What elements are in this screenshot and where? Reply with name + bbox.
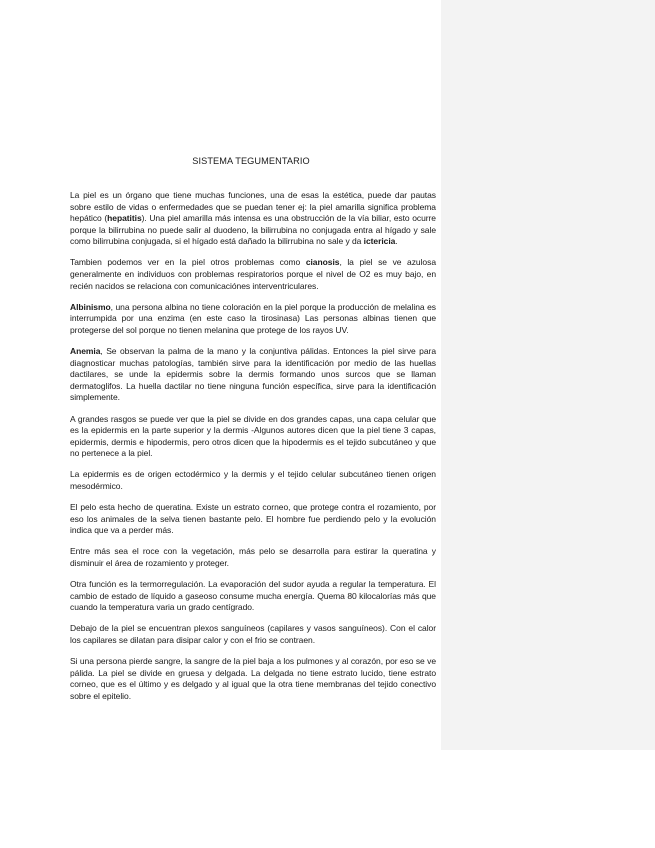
- text-run: Si una persona pierde sangre, la sangre de la piel baja a los pulmones y al corazón, por eso se ve pálida. La piel se divide en gruesa y delgada. La delgada no tiene estrato lucido, tiene estrato corneo, que es el último y es delgado y al igual que la otra tiene membranas del tejido conectivo sobre el epitelio.: [70, 656, 436, 701]
- term-albinismo: Albinismo: [70, 301, 111, 312]
- text-run: Tambien podemos ver en la piel otros problemas como: [70, 257, 306, 268]
- text-run: .: [395, 236, 398, 247]
- text-run: Otra función es la termorregulación. La evaporación del sudor ayuda a regular la temperatura. El cambio de estado de líquido a gaseoso consume mucha energía. Quema 80 kilocalorías más que cuando la temperatura varia un grado centígrado.: [70, 579, 436, 613]
- text-run: El pelo esta hecho de queratina. Existe un estrato corneo, que protege contra el rozamiento, por eso los animales de la selva tienen bastante pelo. El hombre fue perdiendo pelo y la evolución indica que va a perder más.: [70, 502, 436, 536]
- paragraph-thermoregulation: [70, 579, 436, 614]
- document-title: SISTEMA TEGUMENTARIO: [192, 156, 310, 166]
- paragraph-hair: [70, 502, 436, 537]
- text-run: Entre más sea el roce con la vegetación, más pelo se desarrolla para estirar la queratina y disminuir el área de rozamiento y proteger.: [70, 546, 436, 568]
- term-hepatitis: hepatitis: [107, 213, 142, 224]
- paragraph-anemia: [70, 346, 436, 404]
- paragraph-blood-plexus: [70, 623, 436, 646]
- text-run: La epidermis es de origen ectodérmico y la dermis y el tejido celular subcutáneo tienen origen mesodérmico.: [70, 469, 436, 491]
- text-run: ). Una piel amarilla más intensa es una obstrucción de la vía biliar, esto ocurre porque la bilirrubina no puede salir al duodeno, la bilirrubina no conjugada entra al hígado y sale como bilirrubina conjugada, si el hígado está dañado la bilirrubina no sale y da: [70, 213, 436, 247]
- term-cianosis: cianosis: [305, 257, 340, 268]
- paragraph-embryonic-origin: [70, 469, 436, 492]
- text-run: La piel es un órgano que tiene muchas funciones, una de esas la estética, puede dar pautas sobre estilo de vidas o enfermedades que se puedan tener ej: la piel amarilla significa problema hepático (: [70, 190, 436, 224]
- text-run: , una persona albina no tiene coloración en la piel porque la producción de melalina es interrumpida por una enzima (en este caso la tirosinasa) Las personas albinas tienen que protegerse del sol porque no tienen melanina que protege de los rayos UV.: [70, 301, 436, 335]
- paragraph-albinism: [70, 302, 436, 337]
- paragraph-cyanosis: [70, 257, 436, 292]
- text-run: , Se observan la palma de la mano y la conjuntiva pálidas. Entonces la piel sirve para diagnosticar muchas patologías, también sirve para la identificación por medio de las huellas dactilares, se unde la epidermis sobre la dermis formando unos surcos que se llaman dermatoglifos. La huella dactilar no tiene ninguna función específica, sirve para la identificación simplemente.: [70, 346, 436, 403]
- comments-pane: [441, 0, 655, 750]
- text-run: Debajo de la piel se encuentran plexos sanguíneos (capilares y vasos sanguíneos). Con el calor los capilares se dilatan para disipar calor y con el frio se contraen.: [70, 623, 436, 645]
- paragraph-yellow-skin: [70, 190, 436, 248]
- text-run: A grandes rasgos se puede ver que la piel se divide en dos grandes capas, una capa celular que es la epidermis en la parte superior y la dermis -Algunos autores dicen que la piel tiene 3 capas, epidermis, dermis e hipodermis, pero otros dicen que la hipodermis es el tejido subcutáneo y que no pertenece a la piel.: [70, 413, 436, 459]
- paragraph-skin-layers: [70, 414, 436, 460]
- document-body: [70, 190, 436, 712]
- term-ictericia: ictericia: [363, 236, 396, 247]
- term-anemia: Anemia: [70, 346, 101, 357]
- text-run: , la piel se ve azulosa generalmente en individuos con problemas respiratorios porque el nivel de O2 es muy bajo, en recién nacidos se relaciona con comunicaciónes interventriculares.: [70, 257, 436, 291]
- paragraph-friction: [70, 546, 436, 569]
- paragraph-thick-thin-skin: [70, 656, 436, 702]
